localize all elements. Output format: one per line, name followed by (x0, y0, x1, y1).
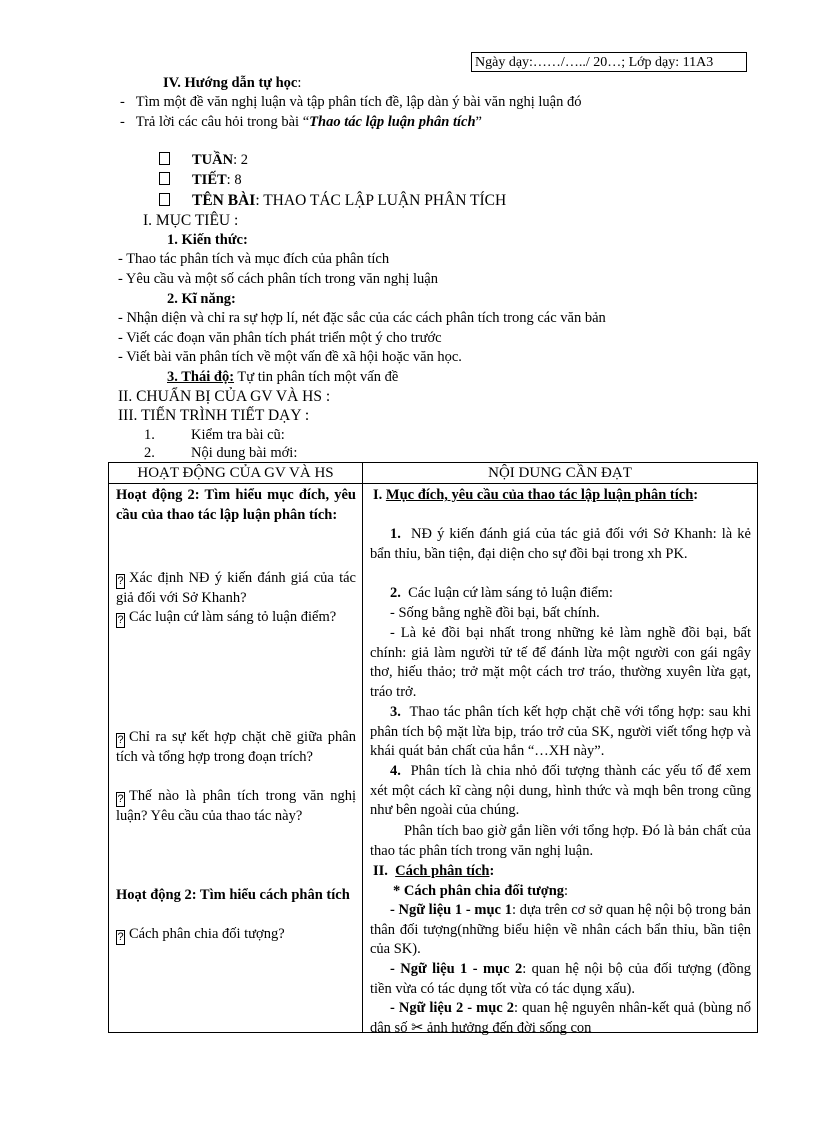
skills-item: - Viết bài văn phân tích về một vấn đề xã hội hoặc văn học. (118, 349, 462, 365)
left-column (109, 484, 363, 1033)
lesson-period: TIẾT: 8 (159, 171, 242, 191)
question-4: ? Thế nào là phân tích trong văn nghị luận? Yêu cầu của thao tác này? (116, 788, 356, 824)
process-step-text: Kiểm tra bài cũ: (191, 427, 285, 443)
date-class-box (471, 52, 747, 72)
skills-item: - Viết các đoạn văn phân tích phát triển một ý cho trước (118, 330, 442, 346)
question-5: ? Cách phân chia đối tượng? (117, 926, 285, 943)
date-class-text: Ngày dạy:……/…../ 20…; Lớp dạy: 11A3 (475, 55, 714, 70)
right-column (363, 484, 758, 1036)
activity-table (108, 462, 758, 1036)
point-2: 2. Các luận cứ làm sáng tỏ luận điểm: (390, 585, 613, 601)
guide-item-1: - Tìm một đề văn nghị luận và tập phân tích đề, lập dàn ý bài văn nghị luận đó (120, 94, 582, 110)
activity-2: Hoạt động 2: Tìm hiểu cách phân tích (116, 887, 350, 903)
header-content: NỘI DUNG CẦN ĐẠT (363, 463, 758, 484)
question-1: ? Xác định NĐ ý kiến đánh giá của tác giả đối với Sở Khanh? (116, 570, 356, 606)
header-teacher-activity: HOẠT ĐỘNG CỦA GV VÀ HS (109, 463, 363, 484)
question-2: ? Các luận cứ làm sáng tỏ luận điểm? (117, 609, 337, 626)
section-2-title: II. Cách phân tích: (373, 863, 495, 879)
lesson-week: TUẦN: 2 (159, 151, 248, 171)
guide-item-2: - Trả lời các câu hỏi trong bài “Thao tác lập luận phân tích” (120, 114, 482, 130)
square-bullet-icon (159, 193, 170, 206)
scissors-icon: ✂ (411, 1019, 424, 1036)
question-mark-icon: ? (117, 734, 124, 746)
section-1-title: I. Mục đích, yêu cầu của thao tác lập luận phân tích: (373, 487, 699, 503)
skills-item: - Nhận diện và chỉ ra sự hợp lí, nét đặc sắc của các cách phân tích trong các văn bản (118, 310, 606, 326)
process-step: 1. (144, 427, 155, 443)
knowledge-item: - Thao tác phân tích và mục đích của phân tích (118, 251, 390, 267)
question-mark-icon: ? (117, 575, 124, 587)
process-step: 2. (144, 445, 155, 461)
data-2: - Ngữ liệu 1 - mục 2: quan hệ nội bộ của đối tượng (đồng tiền vừa có tác dụng tốt vừa có tác dụng xấu). (370, 961, 752, 997)
activity-1: Hoạt động 2: Tìm hiểu mục đích, yêu cầu của thao tác lập luận phân tích: (116, 487, 356, 523)
question-3: ? Chỉ ra sự kết hợp chặt chẽ giữa phân tích và tổng hợp trong đoạn trích? (116, 729, 356, 765)
point-4: 4. Phân tích là chia nhỏ đối tượng thành các yếu tố để xem xét một cách kĩ càng nội dung, hình thức và mqh bên trong cũng như bên ngoài của chúng. (370, 763, 752, 818)
attitude-line: 3. Thái độ: Tự tin phân tích một vấn đề (167, 369, 399, 385)
point-2b: - Là kẻ đồi bại nhất trong những kẻ làm nghề đồi bại, bất chính: giả làm người tử tế để đánh lừa một người con gái ngây thơ, hiếu thảo; trở mặt một cách trơ tráo, thường xuyên lừa gạt, tráo trở. (370, 625, 751, 700)
question-mark-icon: ? (117, 793, 124, 805)
sub-heading: * Cách phân chia đối tượng: (393, 883, 569, 899)
knowledge-title: 1. Kiến thức: (167, 232, 248, 248)
process-title: III. TIẾN TRÌNH TIẾT DẠY : (118, 407, 310, 424)
question-mark-icon: ? (117, 931, 124, 943)
point-3: 3. Thao tác phân tích kết hợp chặt chẽ với tổng hợp: sau khi phân tích bộ mặt lừa bịp, tráo trở của SK, người viết tổng hợp và khái quát bản chất của hắn “…XH này”. (370, 704, 751, 759)
objectives-title: I. MỤC TIÊU : (143, 212, 239, 229)
point-5: Phân tích bao giờ gắn liền với tổng hợp. Đó là bản chất của thao tác phân tích trong văn nghị luận. (370, 823, 751, 859)
point-1: 1. NĐ ý kiến đánh giá của tác giả đối với Sở Khanh: là kẻ bẩn thỉu, bần tiện, đại diện cho sự đồi bại trong xh PK. (370, 526, 751, 562)
question-mark-icon: ? (117, 614, 124, 626)
skills-title: 2. Kĩ năng: (167, 291, 236, 307)
knowledge-item: - Yêu cầu và một số cách phân tích trong văn nghị luận (118, 271, 438, 287)
lesson-name: TÊN BÀI: THAO TÁC LẬP LUẬN PHÂN TÍCH (159, 191, 506, 211)
square-bullet-icon (159, 172, 170, 185)
data-1: - Ngữ liệu 1 - mục 1: dựa trên cơ sở quan hệ nội bộ trong bản thân đối tượng(những biểu hiện về nhân cách bẩn thỉu, bần tiện của SK). (370, 902, 751, 957)
data-3: - Ngữ liệu 2 - mục 2: quan hệ nguyên nhân-kết quả (bùng nổ dân số ✂ ảnh hưởng đến đời sống con (370, 1000, 751, 1036)
process-step-text: Nội dung bài mới: (191, 445, 298, 461)
prep-title: II. CHUẨN BỊ CỦA GV VÀ HS : (118, 388, 331, 405)
point-2a: - Sống bằng nghề đồi bại, bất chính. (390, 605, 600, 621)
square-bullet-icon (159, 152, 170, 165)
guide-title: IV. Hướng dẫn tự học: (163, 75, 302, 91)
